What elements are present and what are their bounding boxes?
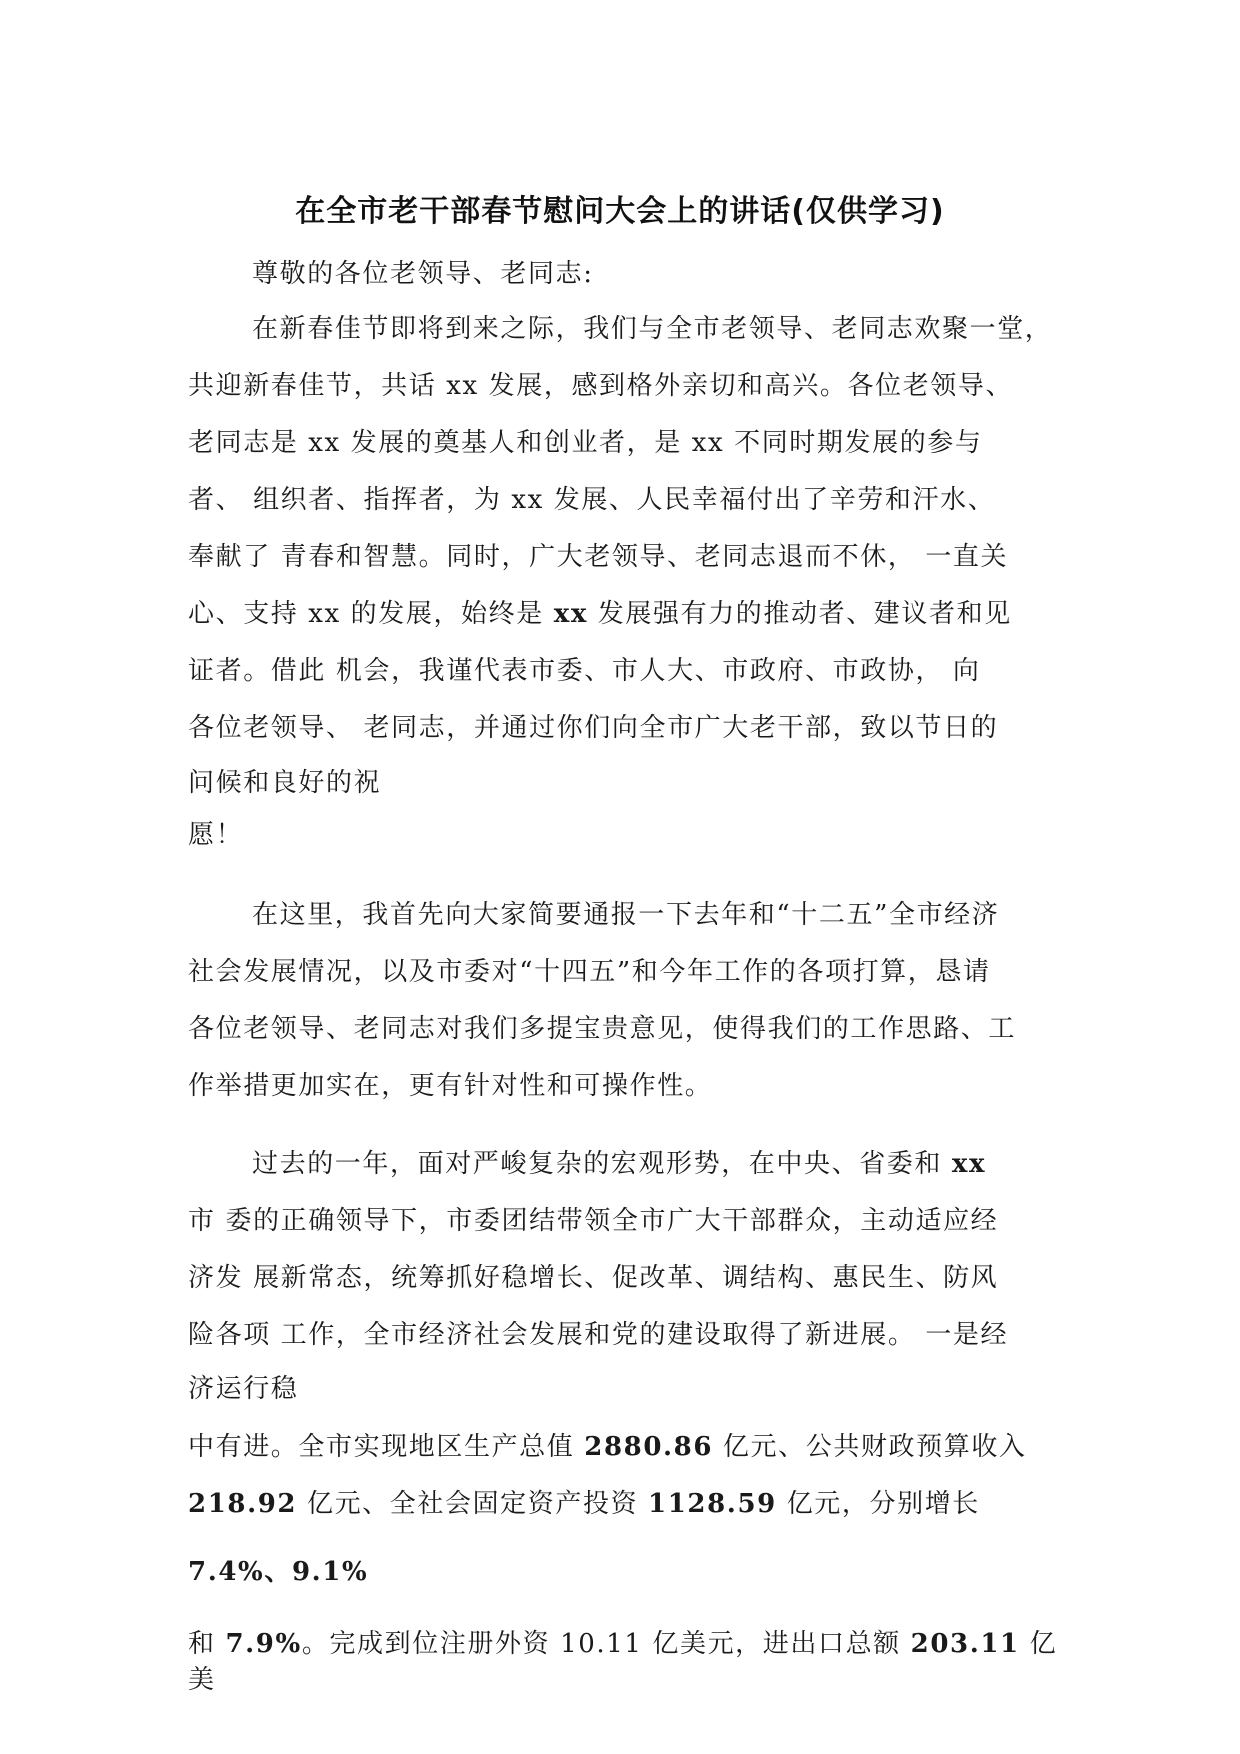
- paragraph-line: 7.4%、9.1%: [188, 1557, 369, 1587]
- paragraph-line: 险各项 工作，全市经济社会发展和党的建设取得了新进展。 一是经: [188, 1320, 1009, 1350]
- paragraph-line: [188, 1627, 1057, 1661]
- bold-number: 218.92: [188, 1489, 298, 1519]
- paragraph-line: 济运行稳: [188, 1374, 299, 1404]
- text-span: 中有进。全市实现地区生产总值: [188, 1432, 585, 1462]
- paragraph-line: 在新春佳节即将到来之际，我们与全市老领导、老同志欢聚一堂，: [252, 314, 1053, 344]
- paragraph-line: 在这里，我首先向大家简要通报一下去年和“十二五”全市经济: [252, 900, 1000, 930]
- salutation: 尊敬的各位老领导、老同志:: [252, 259, 594, 289]
- text-span: 心、支持 xx 的发展，始终是: [188, 599, 554, 629]
- paragraph-line: 共迎新春佳节，共话 xx 发展，感到格外亲切和高兴。各位老领导、: [188, 371, 1014, 401]
- paragraph-line: 作举措更加实在，更有针对性和可操作性。: [188, 1071, 713, 1101]
- paragraph-line: [188, 1487, 980, 1521]
- paragraph-line: 市 委的正确领导下，市委团结带领全市广大干部群众，主动适应经: [188, 1206, 999, 1236]
- paragraph-line: 愿！: [188, 820, 244, 850]
- text-span: 亿元、全社会固定资产投资: [297, 1489, 649, 1519]
- paragraph-line: [188, 597, 1012, 631]
- paragraph-line: 奉献了 青春和智慧。同时，广大老领导、老同志退而不休， 一直关: [188, 542, 1009, 572]
- paragraph-line: 各位老领导、 老同志，并通过你们向全市广大老干部，致以节日的: [188, 713, 999, 743]
- paragraph-line: [188, 1430, 1027, 1464]
- page-title: 在全市老干部春节慰问大会上的讲话(仅供学习): [295, 194, 945, 229]
- paragraph-line: 证者。借此 机会，我谨代表市委、市人大、市政府、市政协， 向: [188, 656, 981, 686]
- bold-number: 1128.59: [648, 1489, 777, 1519]
- bold-number: 2880.86: [584, 1432, 714, 1462]
- text-span: 过去的一年，面对严峻复杂的宏观形势，在中央、省委和: [252, 1149, 952, 1179]
- paragraph-line: 社会发展情况，以及市委对“十四五”和今年工作的各项打算，恳请: [188, 957, 991, 987]
- bold-number: 203.11: [910, 1629, 1020, 1659]
- paragraph-line: 济发 展新常态，统筹抓好稳增长、促改革、调结构、惠民生、防风: [188, 1263, 999, 1293]
- bold-number: 7.9%: [225, 1629, 302, 1659]
- paragraph-line: 问候和良好的祝: [188, 768, 382, 798]
- text-span: 亿元，分别增长: [776, 1489, 980, 1519]
- bold-text: xx: [951, 1149, 987, 1179]
- paragraph-line: 美: [188, 1665, 216, 1695]
- text-span: 。完成到位注册外资 10.11 亿美元，进出口总额: [301, 1629, 911, 1659]
- bold-text: xx: [553, 599, 588, 629]
- paragraph-line: 老同志是 xx 发展的奠基人和创业者，是 xx 不同时期发展的参与: [188, 428, 983, 458]
- text-span: 亿元、公共财政预算收入: [713, 1432, 1027, 1462]
- text-span: 和: [188, 1629, 226, 1659]
- paragraph-line: [252, 1147, 986, 1181]
- text-span: 亿: [1019, 1629, 1058, 1659]
- paragraph-line: 各位老领导、老同志对我们多提宝贵意见，使得我们的工作思路、工: [188, 1014, 1017, 1044]
- paragraph-line: 者、 组织者、指挥者，为 xx 发展、人民幸福付出了辛劳和汗水、: [188, 485, 996, 515]
- text-span: 发展强有力的推动者、建议者和见: [587, 599, 1012, 629]
